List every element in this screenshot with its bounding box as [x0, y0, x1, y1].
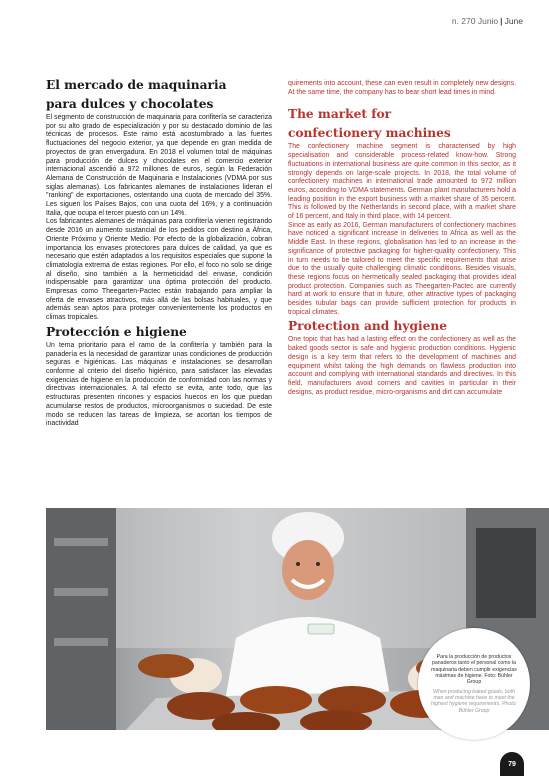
- bread-roll: [318, 686, 386, 714]
- oven-window: [476, 528, 536, 618]
- paragraph-exports-en: Since as early as 2016, German manufacturers of confectionery machines have noticed a significant increase in deliveries to Africa as well as the Middle East. In these regions, globalisation has led to an increase in the significance of protective packaging for higher-quality confectionery. This in turn needs to be tailored to meet the specific requirements that arise due to the usually quite challenging climatic conditions. Besides visuals, these regions focus on hermetically sealed packaging that provides ideal product protection. Companies such as Theegarten-Pactec are currently hard at work to ensure that in future, other attractive types of packaging besides tubular bags can provide sufficient protection for products in tropical climates.: [288, 221, 516, 316]
- bread-roll: [138, 654, 194, 678]
- page-number: 79: [500, 752, 524, 776]
- section-heading-market-en-line2: confectionery machines: [288, 126, 451, 141]
- issue-label: n. 270 Junio: [451, 16, 499, 26]
- english-column: [288, 80, 516, 397]
- section-heading-hygiene-en: Protection and hygiene: [288, 319, 447, 334]
- jacket-badge: [308, 624, 334, 634]
- paragraph-hygiene-en: One topic that has had a lasting effect on the confectionery as well as the baked goods sector is safe and hygienic production conditions. Hygienic design is a key term that refers to the development of machines and equipment whilst taking the high demands on flawless production into account and complying with international standards and directives. In this field, manufacturers avoid corners and cavities in particular in their designs, as product residue, micro-organisms and dirt can accumulate: [288, 336, 516, 396]
- paragraph-exports-es: Los fabricantes alemanes de máquinas para confitería vienen registrando desde 2016 un aumento sustancial de los pedidos con destino a África, Oriente Próximo y Oriente Medio. Por efecto de la globalización, cobran importancia los envases protectores para dulces de calidad, ya que es necesario que estén adaptados a los requisitos especiales que supone la climatología extrema de estas regiones. Por ello, el foco no solo se dirige al diseño, sino también a la hermeticidad del envase, condición indispensable para garantizar una óptima protección del producto. Empresas como Theegarten-Pactec están trabajando para ampliar la oferta de envases atractivos, más allá de las bolsas habituales, y que además sean aptos para proteger convenientemente los productos en climas tropicales.: [46, 218, 272, 322]
- section-heading-hygiene-es: Protección e higiene: [46, 324, 187, 339]
- section-heading-market-es-line2: para dulces y chocolates: [46, 97, 214, 111]
- baker-eye-right: [316, 562, 320, 566]
- baker-face: [282, 540, 334, 600]
- section-heading-market-es: El mercado de maquinaria: [46, 78, 227, 92]
- paragraph-market-en: The confectionery machine segment is characterised by high specialisation and considerable process-related know-how. Strong fluctuations in international business are quite common in this sector, as it strongly depends on large-scale projects. In 2018, the total volume of confectionery machines in international trade amounted to 972 million euros, according to VDMA statements. German plant manufacturers hold a leading position in the export business with a market share of 35 percent. This is followed by the Netherlands in second place, with a market share of 16 percent, and Italy in third place, with 14 percent.: [288, 143, 516, 221]
- section-heading-market-en: The market for: [288, 107, 392, 122]
- caption-spanish: Para la producción de productos panaderos tanto el personal como la maquinaria deben cumplir exigencias máximas de higiene. Foto: Bühler Group: [431, 654, 517, 686]
- bread-roll: [240, 686, 312, 714]
- paragraph-intro-en: quirements into account, these can even result in completely new designs. At the same time, the company has to bear short lead times in mind.: [288, 80, 516, 96]
- paragraph-hygiene-es: Un tema prioritario para el ramo de la confitería y también para la panadería es la necesidad de garantizar unas condiciones de producción seguras e higiénicas. Las máquinas e instalaciones se desarrollan conforme al criterio del diseño higiénico, para satisfacer las elevadas exigencias de higiene en la producción de conformidad con las normas y directivas internacionales. A tal efecto se evita, ante todo, que las estructuras presenten rincones y espacios huecos en los que puedan acumularse restos de productos, microorganismos o suciedad. De este modo se reducen las tareas de limpieza, se acortan los tiempos de inactividad: [46, 341, 272, 428]
- oven-shelf: [54, 588, 108, 596]
- month-label: June: [504, 16, 523, 26]
- header-separator: |: [500, 16, 503, 26]
- baker-eye-left: [296, 562, 300, 566]
- spanish-column: [46, 76, 272, 429]
- caption-english: When producing baked goods, both man and machine have to meet the highest hygiene requirements. Photo: Bühler Group: [431, 688, 517, 714]
- oven-shelf: [54, 538, 108, 546]
- paragraph-market-es: El segmento de construcción de maquinaria para confitería se caracteriza por su alto grado de especialización y por su destacado dominio de las técnicas de procesos. Este ramo está acostumbrado a las fuertes fluctuaciones del negocio exterior, ya que depende en gran medida de proyectos de gran envergadura. En 2018 el volumen total de máquinas para producción de dulces y chocolates en el comercio exterior internacional ascendió a 972 millones de euros, según la Federación Alemana de Construcción de Maquinaria e Instalaciones (VDMA por sus siglas alemanas). Los fabricantes alemanes de instalaciones lideran el "ranking" de exportaciones, ostentando una cuota de mercado del 35%. Les siguen los Países Bajos, con una cuota del 16%, y a continuación Italia, que ocupa el tercer puesto con un 14%.: [46, 114, 272, 217]
- oven-shelf: [54, 638, 108, 646]
- page-header: [452, 16, 523, 26]
- photo-caption: [418, 628, 530, 740]
